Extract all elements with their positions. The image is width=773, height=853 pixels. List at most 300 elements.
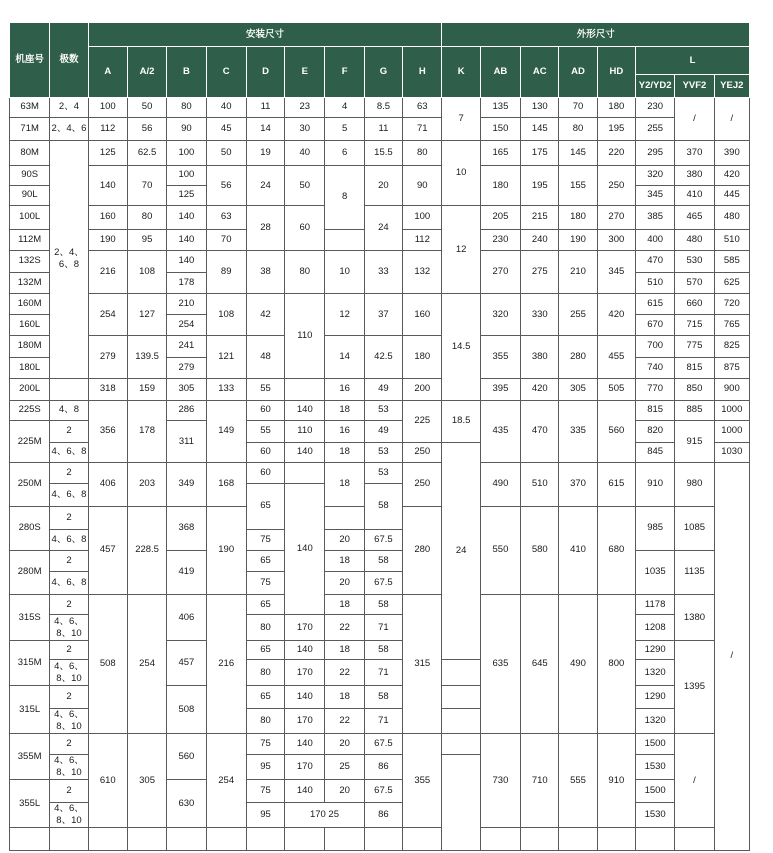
empty-cell — [285, 462, 325, 483]
table-cell: 140 — [167, 229, 206, 250]
table-cell: 216 — [88, 251, 127, 294]
table-cell: 180 — [480, 166, 520, 206]
table-cell: 18 — [325, 442, 364, 462]
table-cell: 42.5 — [364, 336, 402, 379]
table-cell: 355M — [10, 734, 50, 780]
table-cell: 80 — [403, 140, 442, 166]
empty-cell — [127, 828, 166, 851]
table-cell: 580 — [521, 506, 559, 594]
table-cell: 60 — [285, 206, 325, 251]
empty-cell — [88, 828, 127, 851]
table-cell: 355 — [403, 734, 442, 828]
table-cell: 320 — [635, 166, 674, 185]
table-cell: 100 — [403, 206, 442, 230]
table-cell: 610 — [88, 734, 127, 828]
table-cell: 345 — [597, 251, 635, 294]
table-cell: 180M — [10, 336, 50, 357]
table-cell: 670 — [635, 314, 674, 335]
table-cell: 60 — [246, 462, 284, 483]
table-cell: 60 — [246, 400, 284, 420]
col-G-header: G — [364, 46, 402, 97]
table-cell: 100L — [10, 206, 50, 230]
table-cell: 132 — [403, 251, 442, 294]
table-cell: 225 — [403, 400, 442, 442]
table-cell: 355 — [480, 336, 520, 379]
table-cell: 42 — [246, 294, 284, 336]
table-cell: 445 — [714, 185, 749, 205]
table-cell: 410 — [675, 185, 714, 205]
table-cell: 195 — [597, 118, 635, 141]
table-cell: 645 — [521, 594, 559, 733]
table-cell: 465 — [675, 206, 714, 230]
table-cell: 850 — [675, 379, 714, 400]
table-cell: 254 — [167, 314, 206, 335]
table-cell: 406 — [167, 594, 206, 640]
table-cell: 490 — [559, 594, 597, 733]
dimension-table — [9, 22, 750, 851]
table-cell: 75 — [246, 734, 284, 754]
table-cell: 75 — [246, 572, 284, 595]
table-cell: 370 — [559, 462, 597, 506]
table-cell: 255 — [559, 294, 597, 336]
empty-cell — [364, 828, 402, 851]
table-cell: 2 — [50, 594, 88, 614]
table-cell: 505 — [597, 379, 635, 400]
table-cell: 58 — [364, 686, 402, 709]
table-cell: 230 — [635, 97, 674, 117]
table-cell: 410 — [559, 506, 597, 594]
table-cell: 280M — [10, 550, 50, 594]
table-cell: 168 — [206, 462, 246, 506]
table-cell: 100 — [167, 140, 206, 166]
table-cell: 18 — [325, 641, 364, 660]
table-cell: 885 — [675, 400, 714, 420]
table-cell: 305 — [127, 734, 166, 828]
table-cell: 250 — [597, 166, 635, 206]
empty-cell — [480, 828, 520, 851]
table-cell: 12 — [325, 294, 364, 336]
table-cell: 985 — [635, 506, 674, 550]
empty-cell — [635, 828, 674, 851]
table-cell: 38 — [246, 251, 284, 294]
table-cell: 149 — [206, 400, 246, 462]
table-cell: 18 — [325, 400, 364, 420]
table-cell: 67.5 — [364, 780, 402, 803]
empty-cell — [675, 828, 714, 851]
table-cell: 190 — [88, 229, 127, 250]
table-cell: 420 — [597, 294, 635, 336]
table-cell: 22 — [325, 615, 364, 641]
table-cell: 6 — [325, 140, 364, 166]
outline-dims-header: 外形尺寸 — [442, 23, 750, 47]
table-cell: 356 — [88, 400, 127, 462]
table-cell: 270 — [480, 251, 520, 294]
table-cell: 1380 — [675, 594, 714, 640]
empty-cell — [50, 828, 88, 851]
table-cell: 1000 — [714, 400, 749, 420]
table-cell: 2 — [50, 780, 88, 803]
table-cell: 63 — [206, 206, 246, 230]
table-cell: 86 — [364, 802, 402, 828]
table-cell: 370 — [675, 140, 714, 166]
table-cell: 615 — [635, 294, 674, 314]
table-cell: 1135 — [675, 550, 714, 594]
table-cell: 216 — [206, 594, 246, 733]
table-cell: / — [675, 97, 714, 140]
table-cell: 1500 — [635, 734, 674, 754]
table-cell: 80 — [246, 660, 284, 686]
table-cell: 160 — [88, 206, 127, 230]
table-cell: 470 — [635, 251, 674, 272]
table-cell: 14.5 — [442, 294, 480, 400]
table-cell: 165 — [480, 140, 520, 166]
table-cell: 1530 — [635, 802, 674, 828]
table-cell: 2 — [50, 641, 88, 660]
table-cell: 20 — [364, 166, 402, 206]
table-cell: 40 — [285, 140, 325, 166]
frame-no-header: 机座号 — [10, 23, 50, 98]
empty-cell — [10, 828, 50, 851]
table-cell: 65 — [246, 641, 284, 660]
table-cell: 70 — [206, 229, 246, 250]
table-cell: 7 — [442, 97, 480, 140]
col-A-header: A — [88, 46, 127, 97]
table-cell: 770 — [635, 379, 674, 400]
table-cell: 560 — [167, 734, 206, 780]
empty-cell — [597, 828, 635, 851]
table-cell: 170 — [285, 708, 325, 734]
table-cell: 20 — [325, 572, 364, 595]
table-cell: 80 — [246, 708, 284, 734]
table-cell: 385 — [635, 206, 674, 230]
table-cell: 380 — [675, 166, 714, 185]
table-cell: 58 — [364, 550, 402, 571]
table-cell: 55 — [246, 379, 284, 400]
table-cell: 510 — [521, 462, 559, 506]
table-cell: 50 — [206, 140, 246, 166]
col-Y2YD2-header: Y2/YD2 — [635, 75, 674, 98]
table-cell: 630 — [167, 780, 206, 828]
table-cell: 419 — [167, 550, 206, 594]
col-D-header: D — [246, 46, 284, 97]
table-cell: 1290 — [635, 641, 674, 660]
table-cell: 132S — [10, 251, 50, 272]
table-cell: 67.5 — [364, 529, 402, 550]
table-cell: 50 — [127, 97, 166, 117]
empty-cell — [285, 828, 325, 851]
col-E-header: E — [285, 46, 325, 97]
table-cell: 8 — [325, 166, 364, 229]
table-cell: 1208 — [635, 615, 674, 641]
table-cell: 250 — [403, 462, 442, 506]
table-cell: 22 — [325, 708, 364, 734]
table-cell: 56 — [127, 118, 166, 141]
table-cell: 1320 — [635, 708, 674, 734]
table-cell: 140 — [285, 780, 325, 803]
table-cell: 4、6、 8、10 — [50, 660, 88, 686]
pole-header: 极数 — [50, 23, 88, 98]
table-cell: 4 — [325, 97, 364, 117]
table-cell: 132M — [10, 272, 50, 293]
table-cell: 4、6、 8、10 — [50, 754, 88, 780]
table-cell: 125 — [88, 140, 127, 166]
empty-cell — [50, 379, 88, 400]
table-cell: 555 — [559, 734, 597, 828]
table-cell: 200 — [403, 379, 442, 400]
table-cell: 435 — [480, 400, 520, 462]
table-cell: 305 — [559, 379, 597, 400]
table-cell: 910 — [597, 734, 635, 828]
table-cell: 315M — [10, 641, 50, 686]
table-cell: 90 — [403, 166, 442, 206]
table-cell: 1178 — [635, 594, 674, 614]
table-cell: 60 — [246, 442, 284, 462]
table-cell: 240 — [521, 229, 559, 250]
table-cell: 133 — [206, 379, 246, 400]
table-cell: 63 — [403, 97, 442, 117]
table-cell: 286 — [167, 400, 206, 420]
empty-cell — [403, 828, 442, 851]
table-cell: 37 — [364, 294, 402, 336]
table-cell: 150 — [480, 118, 520, 141]
table-cell: 140 — [167, 251, 206, 272]
col-H-header: H — [403, 46, 442, 97]
col-AB-header: AB — [480, 46, 520, 97]
col-B-header: B — [167, 46, 206, 97]
table-cell: 615 — [597, 462, 635, 506]
table-cell: 270 — [597, 206, 635, 230]
table-cell: 225S — [10, 400, 50, 420]
table-cell: 108 — [127, 251, 166, 294]
table-cell: 280 — [403, 506, 442, 594]
table-cell: 178 — [127, 400, 166, 462]
table-cell: 65 — [246, 594, 284, 614]
table-cell: 159 — [127, 379, 166, 400]
table-cell: 80 — [559, 118, 597, 141]
col-A2-header: A/2 — [127, 46, 166, 97]
table-cell: 275 — [521, 251, 559, 294]
table-cell: 140 — [285, 484, 325, 615]
table-cell: 53 — [364, 400, 402, 420]
table-cell: 420 — [714, 166, 749, 185]
table-cell: 53 — [364, 442, 402, 462]
table-cell: 40 — [206, 97, 246, 117]
table-cell: 205 — [480, 206, 520, 230]
table-cell: 24 — [364, 206, 402, 251]
table-cell: 915 — [675, 421, 714, 463]
table-cell: 58 — [364, 641, 402, 660]
table-cell: 195 — [521, 166, 559, 206]
table-cell: 406 — [88, 462, 127, 506]
table-cell: 125 — [167, 185, 206, 205]
table-cell: 815 — [635, 400, 674, 420]
table-cell: 160 — [403, 294, 442, 336]
table-cell: 140 — [285, 400, 325, 420]
empty-cell — [559, 828, 597, 851]
table-cell: 2 — [50, 506, 88, 529]
table-cell: 90L — [10, 185, 50, 205]
table-cell: 11 — [246, 97, 284, 117]
empty-cell — [206, 828, 246, 851]
table-cell: 2、4、 6、8 — [50, 140, 88, 378]
table-cell: 625 — [714, 272, 749, 293]
table-cell: 380 — [521, 336, 559, 379]
table-cell: 457 — [88, 506, 127, 594]
table-cell: 18 — [325, 594, 364, 614]
table-cell: 254 — [206, 734, 246, 828]
table-cell: 2 — [50, 686, 88, 709]
table-cell: 250 — [403, 442, 442, 462]
table-cell: 75 — [246, 780, 284, 803]
table-cell: 330 — [521, 294, 559, 336]
table-cell: 140 — [285, 641, 325, 660]
table-cell: 49 — [364, 379, 402, 400]
table-cell: 1500 — [635, 780, 674, 803]
table-cell: 305 — [167, 379, 206, 400]
table-cell: 180 — [403, 336, 442, 379]
table-cell: 65 — [246, 484, 284, 529]
table-cell: 230 — [480, 229, 520, 250]
col-AD-header: AD — [559, 46, 597, 97]
table-cell: 4、6、 8、10 — [50, 802, 88, 828]
table-cell: 140 — [285, 686, 325, 709]
table-cell: 71M — [10, 118, 50, 141]
table-cell: 470 — [521, 400, 559, 462]
table-cell: 58 — [364, 594, 402, 614]
table-cell: 112 — [88, 118, 127, 141]
table-cell: 395 — [480, 379, 520, 400]
table-cell: 175 — [521, 140, 559, 166]
table-cell: 49 — [364, 421, 402, 442]
table-cell: 2 — [50, 550, 88, 571]
table-cell: 190 — [559, 229, 597, 250]
table-cell: 16 — [325, 421, 364, 442]
table-cell: 200L — [10, 379, 50, 400]
col-C-header: C — [206, 46, 246, 97]
table-cell: 178 — [167, 272, 206, 293]
table-cell: 349 — [167, 462, 206, 506]
table-cell: 730 — [480, 734, 520, 828]
table-cell: 160L — [10, 314, 50, 335]
table-cell: 4、6、 8、10 — [50, 708, 88, 734]
table-cell: 203 — [127, 462, 166, 506]
empty-cell — [325, 506, 364, 529]
empty-cell — [442, 754, 480, 850]
table-cell: 228.5 — [127, 506, 166, 594]
table-cell: 67.5 — [364, 572, 402, 595]
table-cell: 254 — [127, 594, 166, 733]
table-cell: 210 — [167, 294, 206, 314]
table-cell: 10 — [442, 140, 480, 205]
table-cell: 635 — [480, 594, 520, 733]
table-cell: 15.5 — [364, 140, 402, 166]
table-cell: 155 — [559, 166, 597, 206]
table-cell: 14 — [246, 118, 284, 141]
empty-cell — [442, 708, 480, 734]
table-cell: 1085 — [675, 506, 714, 550]
table-cell: 25 — [325, 754, 364, 780]
table-cell: 220 — [597, 140, 635, 166]
table-cell: 110 — [285, 294, 325, 379]
table-cell: / — [675, 734, 714, 828]
table-cell: 680 — [597, 506, 635, 594]
table-cell: 875 — [714, 357, 749, 378]
table-cell: 190 — [206, 506, 246, 594]
table-cell: 318 — [88, 379, 127, 400]
empty-cell — [325, 828, 364, 851]
table-cell: 45 — [206, 118, 246, 141]
table-cell: 53 — [364, 462, 402, 483]
table-cell: 8.5 — [364, 97, 402, 117]
table-cell: 295 — [635, 140, 674, 166]
table-cell: 121 — [206, 336, 246, 379]
table-cell: 135 — [480, 97, 520, 117]
table-cell: 4、6、8 — [50, 442, 88, 462]
table-cell: 720 — [714, 294, 749, 314]
table-cell: 30 — [285, 118, 325, 141]
table-cell: 180 — [597, 97, 635, 117]
table-cell: 4、6、8 — [50, 572, 88, 595]
table-cell: 18 — [325, 462, 364, 506]
table-cell: 510 — [635, 272, 674, 293]
table-cell: 22 — [325, 660, 364, 686]
table-cell: 180L — [10, 357, 50, 378]
table-cell: 80 — [167, 97, 206, 117]
table-cell: 20 — [325, 529, 364, 550]
table-cell: 10 — [325, 251, 364, 294]
table-cell: 139.5 — [127, 336, 166, 379]
table-cell: 845 — [635, 442, 674, 462]
col-AC-header: AC — [521, 46, 559, 97]
table-cell: 71 — [403, 118, 442, 141]
table-cell: 65 — [246, 550, 284, 571]
table-cell: 71 — [364, 708, 402, 734]
table-cell: 300 — [597, 229, 635, 250]
table-cell: 48 — [246, 336, 284, 379]
table-cell: 740 — [635, 357, 674, 378]
table-cell: 2、4、6 — [50, 118, 88, 141]
table-cell: 1290 — [635, 686, 674, 709]
table-cell: 170 — [285, 660, 325, 686]
table-cell: 279 — [167, 357, 206, 378]
table-cell: 254 — [88, 294, 127, 336]
table-cell: 335 — [559, 400, 597, 462]
table-cell: 112 — [403, 229, 442, 250]
table-cell: 820 — [635, 421, 674, 442]
table-cell: 1395 — [675, 641, 714, 734]
table-cell: 110 — [285, 421, 325, 442]
table-cell: 100 — [88, 97, 127, 117]
table-cell: 215 — [521, 206, 559, 230]
table-cell: 420 — [521, 379, 559, 400]
table-cell: 390 — [714, 140, 749, 166]
table-cell: 90S — [10, 166, 50, 185]
empty-cell — [325, 229, 364, 250]
table-cell: 95 — [246, 802, 284, 828]
table-cell: 700 — [635, 336, 674, 357]
table-cell: 900 — [714, 379, 749, 400]
table-cell: 170 — [285, 754, 325, 780]
table-cell: 508 — [167, 686, 206, 734]
table-cell: 1035 — [635, 550, 674, 594]
table-cell: 16 — [325, 379, 364, 400]
table-cell: 550 — [480, 506, 520, 594]
empty-cell — [167, 828, 206, 851]
table-cell: 80 — [246, 615, 284, 641]
table-cell: 2、4 — [50, 97, 88, 117]
col-K-header: K — [442, 46, 480, 97]
table-cell: 71 — [364, 615, 402, 641]
